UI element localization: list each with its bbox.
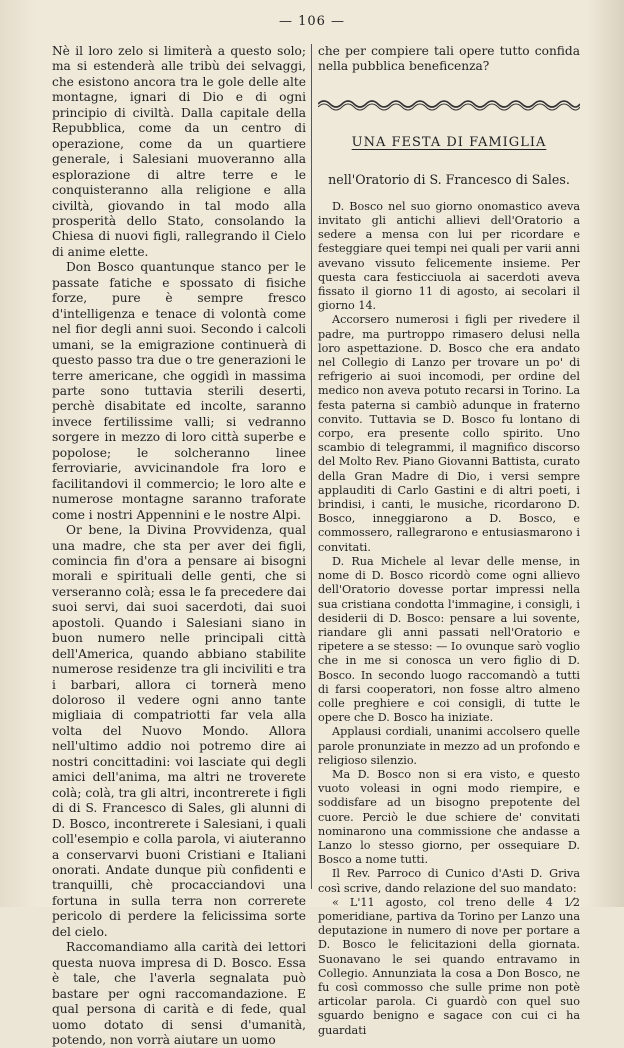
paragraph: D. Bosco nel suo giorno onomastico aveva invitato gli antichi allievi dell'Oratorio a sedere a mensa con lui per ricordare e festeggiare quei tempi nei quali per varii anni avevano vissuto felicemente insieme. Per questa cara festicciuola ai sacerdoti aveva fissato il giorno 11 di agosto, ai secolari il giorno 14. xyxy=(318,199,580,313)
section-title: UNA FESTA DI FAMIGLIA xyxy=(351,134,547,150)
paragraph: Accorsero numerosi i figli per rivedere il padre, ma purtroppo rimasero delusi nella loro aspettazione. D. Bosco che era andato nel Collegio di Lanzo per trovare un po' di refrigerio ai suoi incomodi, per ordine del medico non aveva potuto recarsi in Torino. La festa paterna si cambiò adunque in fraterno convito. Tuttavia se D. Bosco fu lontano di corpo, era presente collo spirito. Uno scambio di telegrammi, il magnifico discorso del Molto Rev. Piano Giovanni Battista, curato della Gran Madre di Dio, i versi sempre applauditi di Carlo Gastini e di altri poeti, i brindisi, i canti, le musiche, ricordarono D. Bosco, inneggiarono a D. Bosco, e commossero, rallegrarono e entusiasmarono i convitati. xyxy=(318,313,580,554)
page-number: — 106 — xyxy=(278,14,346,29)
paragraph: Applausi cordiali, unanimi accolsero quelle parole pronunziate in mezzo ad un profondo e religioso silenzio. xyxy=(318,725,580,767)
paragraph: D. Rua Michele al levar delle mense, in nome di D. Bosco ricordò come ogni allievo dell'Oratorio dovesse portar impressi nella sua cristiana condotta l'immagine, i consigli, i desiderii di D. Bosco: pensare a lui sovente, riandare gli anni passati nell'Oratorio e ripetere a se stesso: — Io ovunque sarò voglio che in me si conosca un vero figlio di D. Bosco. In secondo luogo raccomandò a tutti di farsi cooperatori, non fosse altro almeno colle preghiere e coi consigli, di tutte le opere che D. Bosco ha iniziate. xyxy=(318,554,580,725)
paragraph: Or bene, la Divina Provvidenza, qual una madre, che sta per aver dei figli, comincia fin d'ora a pensare ai bisogni morali e spirituali delle genti, che si verseranno colà; essa le fa precedere dai suoi servi, dai suoi sacerdoti, dai suoi apostoli. Quando i Salesiani siano in buon numero nelle principali città dell'America, quando abbiano stabilite numerose residenze tra gli inciviliti e tra i barbari, allora ci tornerà meno doloroso il vedere ogni anno tante migliaia di compatriotti far vela alla volta del Nuovo Mondo. Allora nell'ultimo addio noi potremo dire ai nostri concittadini: voi lasciate qui degli amici dell'anima, ma altri ne troverete colà; colà, tra gli altri, incontrerete i figli di di S. Francesco di Sales, gli alunni di D. Bosco, incontrerete i Salesiani, i quali coll'esempio e colla parola, vi aiuteranno a conservarvi buoni Cristiani e Italiani onorati. Andate dunque più confidenti e tranquilli, chè procacciandovi una fortuna in sulla terra non correrete pericolo di perdere la felicissima sorte del cielo. xyxy=(52,523,306,939)
right-column xyxy=(318,44,580,1038)
column-divider xyxy=(311,44,312,889)
ornamental-rule xyxy=(318,97,580,111)
wave-ornament-icon xyxy=(318,97,580,111)
paragraph: Ma D. Bosco non si era visto, e questo vuoto voleasi in ogni modo riempire, e soddisfare ad un bisogno prepotente del cuore. Perciò le due schiere de' convitati nominarono una commissione che andasse a Lanzo lo stesso giorno, per ossequiare D. Bosco a nome tutti. xyxy=(318,767,580,867)
paragraph: « L'11 agosto, col treno delle 4 1⁄2 pomeridiane, partiva da Torino per Lanzo una deputazione in numero di nove per portare a D. Bosco le felicitazioni della giornata. Suonavano le sei quando entravamo in Collegio. Annunziata la cosa a Don Bosco, ne fu così commosso che sulle prime non potè articolar parola. Ci guardò con quel suo sguardo benigno e sagace con cui ci ha guardati xyxy=(318,895,580,1037)
section-body xyxy=(318,200,580,1038)
paragraph: che per compiere tali opere tutto confida nella pubblica beneficenza? xyxy=(318,44,580,74)
paragraph: Il Rev. Parroco di Cunico d'Asti D. Griva così scrive, dando relazione del suo mandato: xyxy=(318,867,580,895)
paragraph: Don Bosco quantunque stanco per le passate fatiche e spossato di fisiche forze, pure è sempre fresco d'intelligenza e tenace di volontà come nel fior degli anni suoi. Secondo i calcoli umani, se la emigrazione continuerà di questo passo tra due o tre generazioni le terre americane, che oggidì in massima parte sono tuttavia sterili deserti, perchè disabitate ed incolte, saranno invece fertilissime valli; si vedranno sorgere in mezzo di loro città superbe e popolose; le solcheranno linee ferroviarie, avvicinandole fra loro e facilitandovi il commercio; le loro alte e numerose montagne saranno traforate come i nostri Appennini e le nostre Alpi. xyxy=(52,260,306,522)
left-column xyxy=(52,44,306,1048)
paragraph: Raccomandiamo alla carità dei lettori questa nuova impresa di D. Bosco. Essa è tale, che l'averla segnalata può bastare per ogni raccomandazione. E qual persona di carità e di fede, qual uomo dotato di sensi d'umanità, potendo, non vorrà aiutare un uomo xyxy=(52,940,306,1047)
paragraph: Nè il loro zelo si limiterà a questo solo; ma si estenderà alle tribù dei selvaggi, che esistono ancora tra le gole delle alte montagne, ignari di Dio e di ogni principio di civiltà. Dalla capitale della Repubblica, come da un centro di operazione, come da un quartiere generale, i Salesiani muoveranno alla esplorazione di altre terre e le conquisteranno alla religione e alla civiltà, giovando in tal modo alla prosperità dello Stato, consolando la Chiesa di nuovi figli, rallegrando il Cielo di anime elette. xyxy=(52,44,306,259)
section-subtitle: nell'Oratorio di S. Francesco di Sales. xyxy=(328,172,570,188)
